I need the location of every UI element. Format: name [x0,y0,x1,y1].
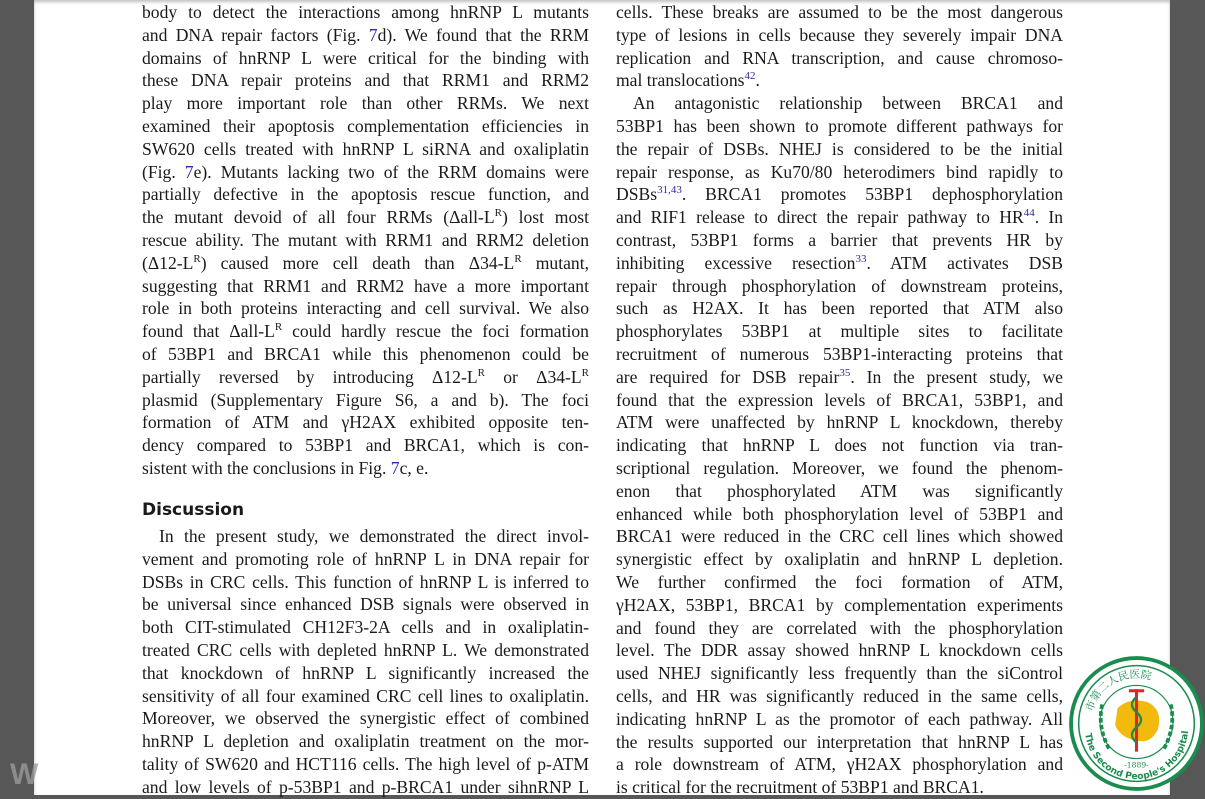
text-run: indicating that hnRNP L does not function via tran- [616,435,1063,456]
svg-text:市第二人民医院: 市第二人民医院 [1082,667,1153,714]
text-line [142,685,589,708]
text-run: scriptional regulation. Moreover, we found the phenom- [616,457,1063,478]
text-run: recruitment of numerous 53BP1-interacting proteins that [616,343,1063,364]
text-line [142,616,589,639]
text-run: phosphorylates 53BP1 at multiple sites to facilitate [616,321,1063,342]
text-line [142,776,589,799]
text-line [616,457,1063,480]
text-run: DSBs in CRC cells. This function of hnRNP L is inferred to [142,571,589,592]
superscript: R [494,207,502,220]
text-line [142,275,589,298]
text-line [142,115,589,138]
text-run: level. The DDR assay showed hnRNP L knockdown cells [616,640,1063,661]
text-run: and DNA repair factors (Fig. [142,24,369,45]
text-line [616,297,1063,320]
text-line [616,480,1063,503]
text-run: both CIT-stimulated CH12F3-2A cells and in oxaliplatin- [142,617,589,638]
text-line [142,662,589,685]
text-line [616,434,1063,457]
text-run: . In [1034,207,1063,228]
text-run: SW620 cells treated with hnRNP L siRNA and oxaliplatin [142,138,589,159]
text-run: . In the present study, we [850,366,1063,387]
text-line [142,753,589,776]
text-line [616,411,1063,434]
text-run: In the present study, we demonstrated the direct invol- [159,526,589,546]
text-line [142,366,589,389]
text-run: be universal since enhanced DSB signals were observed in [142,594,589,615]
citation-link[interactable]: 35 [839,366,851,379]
text-run: partially defective in the apoptosis rescue function, and [142,184,589,205]
superscript: R [193,252,201,265]
text-line [142,138,589,161]
text-run: hnRNP L depletion and oxaliplatin treatment on the mor- [142,731,589,752]
text-run: contrast, 53BP1 forms a barrier that prevents HR by [616,229,1063,250]
superscript: R [274,321,283,334]
text-line [616,594,1063,617]
text-run: . [755,70,760,91]
text-run: is critical for the recruitment of 53BP1 and BRCA1. [616,777,984,798]
text-line [142,161,589,184]
text-run: and found they are correlated with the phosphorylation [616,617,1063,638]
text-run: the results supported our interpretation that hnRNP L has [616,731,1063,752]
text-line [616,69,1063,92]
text-line [142,639,589,662]
text-run: ) caused more cell death than Δ34-L [200,252,515,273]
text-line [616,662,1063,685]
text-run: the repair of DSBs. NHEJ is considered to be the initial [616,138,1063,159]
right-column-text [616,1,1063,799]
text-line [616,138,1063,161]
text-run: mal translocations [616,70,745,91]
text-line [142,434,589,457]
text-run: rescue ability. The mutant with RRM1 and RRM2 deletion [142,229,589,250]
text-run: vement and promoting role of hnRNP L in DNA repair for [142,548,589,569]
text-run: suggesting that RRM1 and RRM2 have a more important [142,275,589,296]
text-run: formation of ATM and γH2AX exhibited opposite ten- [142,412,589,433]
text-run: c, e. [399,457,429,478]
text-run: treated CRC cells with depleted hnRNP L. We demonstrated [142,639,589,660]
text-run: (Fig. [142,161,185,182]
citation-link[interactable]: 42 [744,70,756,83]
text-line [616,275,1063,298]
text-line [142,69,589,92]
text-line [616,731,1063,754]
text-run: indicating hnRNP L as the promotor of each pathway. All [616,708,1063,729]
text-line [142,457,589,480]
text-line [616,617,1063,640]
watermark: W [10,758,39,791]
citation-link[interactable]: 44 [1023,207,1035,220]
text-run: type of lesions in cells because they severely impair DNA [616,24,1063,45]
text-run: are required for DSB repair [616,366,840,387]
text-run: ) lost most [501,207,589,228]
text-run: (Δ12-L [142,252,194,273]
text-run: mutant, [521,252,589,273]
text-run: BRCA1 were reduced in the CRC cell lines which showed [616,526,1063,547]
text-run: tality of SW620 and HCT116 cells. The high level of p-ATM [142,753,589,774]
text-run: partially reversed by introducing Δ12-L [142,366,478,387]
text-line [616,343,1063,366]
text-line [142,411,589,434]
text-run: the mutant devoid of all four RRMs (Δall-L [142,207,495,228]
text-run: domains of hnRNP L were critical for the binding with [142,47,589,68]
text-run: ATM were unaffected by hnRNP L knockdown, thereby [616,412,1063,433]
text-run: . BRCA1 promotes 53BP1 dephosphorylation [681,184,1063,205]
text-run: inhibiting excessive resection [616,252,856,273]
text-run: found that Δall-L [142,321,275,342]
text-line [616,753,1063,776]
text-line [616,161,1063,184]
text-run: repair response, as Ku70/80 heterodimers bind rapidly to [616,161,1063,182]
text-line [616,548,1063,571]
text-line [616,206,1063,229]
text-run: γH2AX, 53BP1, BRCA1 by complementation experiments [616,594,1063,615]
superscript: R [477,366,485,379]
text-line [142,707,589,730]
text-line [142,24,589,47]
text-line [616,389,1063,412]
text-run: Moreover, we observed the synergistic effect of combined [142,708,589,729]
text-run: sensitivity of all four examined CRC cell lines to oxaliplatin. [142,685,589,706]
text-line [616,708,1063,731]
text-run: sistent with the conclusions in Fig. [142,457,391,478]
citation-link[interactable]: 31,43 [657,184,682,197]
text-run: role in both proteins interacting and cell survival. We also [142,298,589,319]
text-run: cells, and HR was significantly reduced in the same cells, [616,685,1063,706]
text-run: used NHEJ significantly less frequently than the siControl [616,663,1063,684]
text-run: d). We found that the RRM [377,24,589,45]
discussion-text [142,525,589,799]
text-line [142,343,589,366]
text-run: 53BP1 has been shown to promote different pathways for [616,115,1063,136]
text-run: and RIF1 release to direct the repair pathway to HR [616,207,1024,228]
text-line [142,229,589,252]
text-line [616,1,1063,24]
text-line [142,206,589,229]
text-line [616,183,1063,206]
text-line [142,92,589,115]
text-run: repair through phosphorylation of downstream proteins, [616,275,1063,296]
hospital-seal-logo [1068,655,1205,792]
text-line [142,47,589,70]
text-run: enon that phosphorylated ATM was significantly [616,480,1063,501]
text-run: enhanced while both phosphorylation level of 53BP1 and [616,503,1063,524]
text-run: DSBs [616,184,658,205]
text-run: dency compared to 53BP1 and BRCA1, which is con- [142,435,589,456]
text-line [616,320,1063,343]
text-line [142,320,589,343]
text-run: An antagonistic relationship between BRCA1 and [633,93,1063,114]
text-line [616,252,1063,275]
text-run: of 53BP1 and BRCA1 while this phenomenon could be [142,343,589,364]
text-line [616,229,1063,252]
text-line [616,503,1063,526]
figure-link[interactable]: 7 [184,161,194,182]
text-line [616,92,1063,115]
text-line [616,776,1063,799]
text-run: plasmid (Supplementary Figure S6, a and b). The foci [142,389,589,410]
text-line [142,730,589,753]
text-line [142,389,589,412]
text-line [142,252,589,275]
text-line [616,685,1063,708]
text-run: We further confirmed the foci formation of ATM, [616,571,1063,592]
figure-link[interactable]: 7 [390,457,400,478]
text-line [616,47,1063,70]
superscript: R [581,366,590,379]
text-line [142,297,589,320]
text-run: a role downstream of ATM, γH2AX phosphorylation and [616,754,1063,775]
text-run: and low levels of p-53BP1 and p-BRCA1 under sihnRNP L [142,776,589,797]
text-line [142,525,589,548]
text-line [142,1,589,24]
text-run: cells. These breaks are assumed to be the most dangerous [616,2,1063,22]
text-run: examined their apoptosis complementation efficiencies in [142,115,589,136]
section-heading-discussion: Discussion [142,500,245,520]
text-line [142,548,589,571]
text-line [142,571,589,594]
text-run: found that the expression levels of BRCA1, 53BP1, and [616,389,1063,410]
text-line [142,593,589,616]
left-column-text [142,1,589,480]
text-run: e). Mutants lacking two of the RRM domains were [193,161,589,182]
text-run: . ATM activates DSB [866,252,1063,273]
text-line [616,525,1063,548]
text-line [616,639,1063,662]
text-run: these DNA repair proteins and that RRM1 and RRM2 [142,70,589,91]
text-run: synergistic effect by oxaliplatin and hnRNP L depletion. [616,549,1063,570]
text-line [616,571,1063,594]
svg-text:The Second People's Hospital: The Second People's Hospital [1082,730,1192,783]
svg-text:-1889-: -1889- [1124,760,1149,770]
text-run: could hardly rescue the foci formation [282,321,589,342]
text-run: replication and RNA transcription, and cause chromoso- [616,47,1063,68]
text-run: or Δ34-L [484,366,582,387]
text-line [616,115,1063,138]
text-run: body to detect the interactions among hnRNP L mutants [142,2,589,22]
text-run: play more important role than other RRMs. We next [142,93,589,114]
text-line [142,183,589,206]
superscript: R [514,252,522,265]
text-line [616,366,1063,389]
figure-link[interactable]: 7 [368,24,378,45]
citation-link[interactable]: 33 [855,252,867,265]
text-line [616,24,1063,47]
text-run: such as H2AX. It has been reported that ATM also [616,298,1063,319]
text-run: that knockdown of hnRNP L significantly increased the [142,662,589,683]
